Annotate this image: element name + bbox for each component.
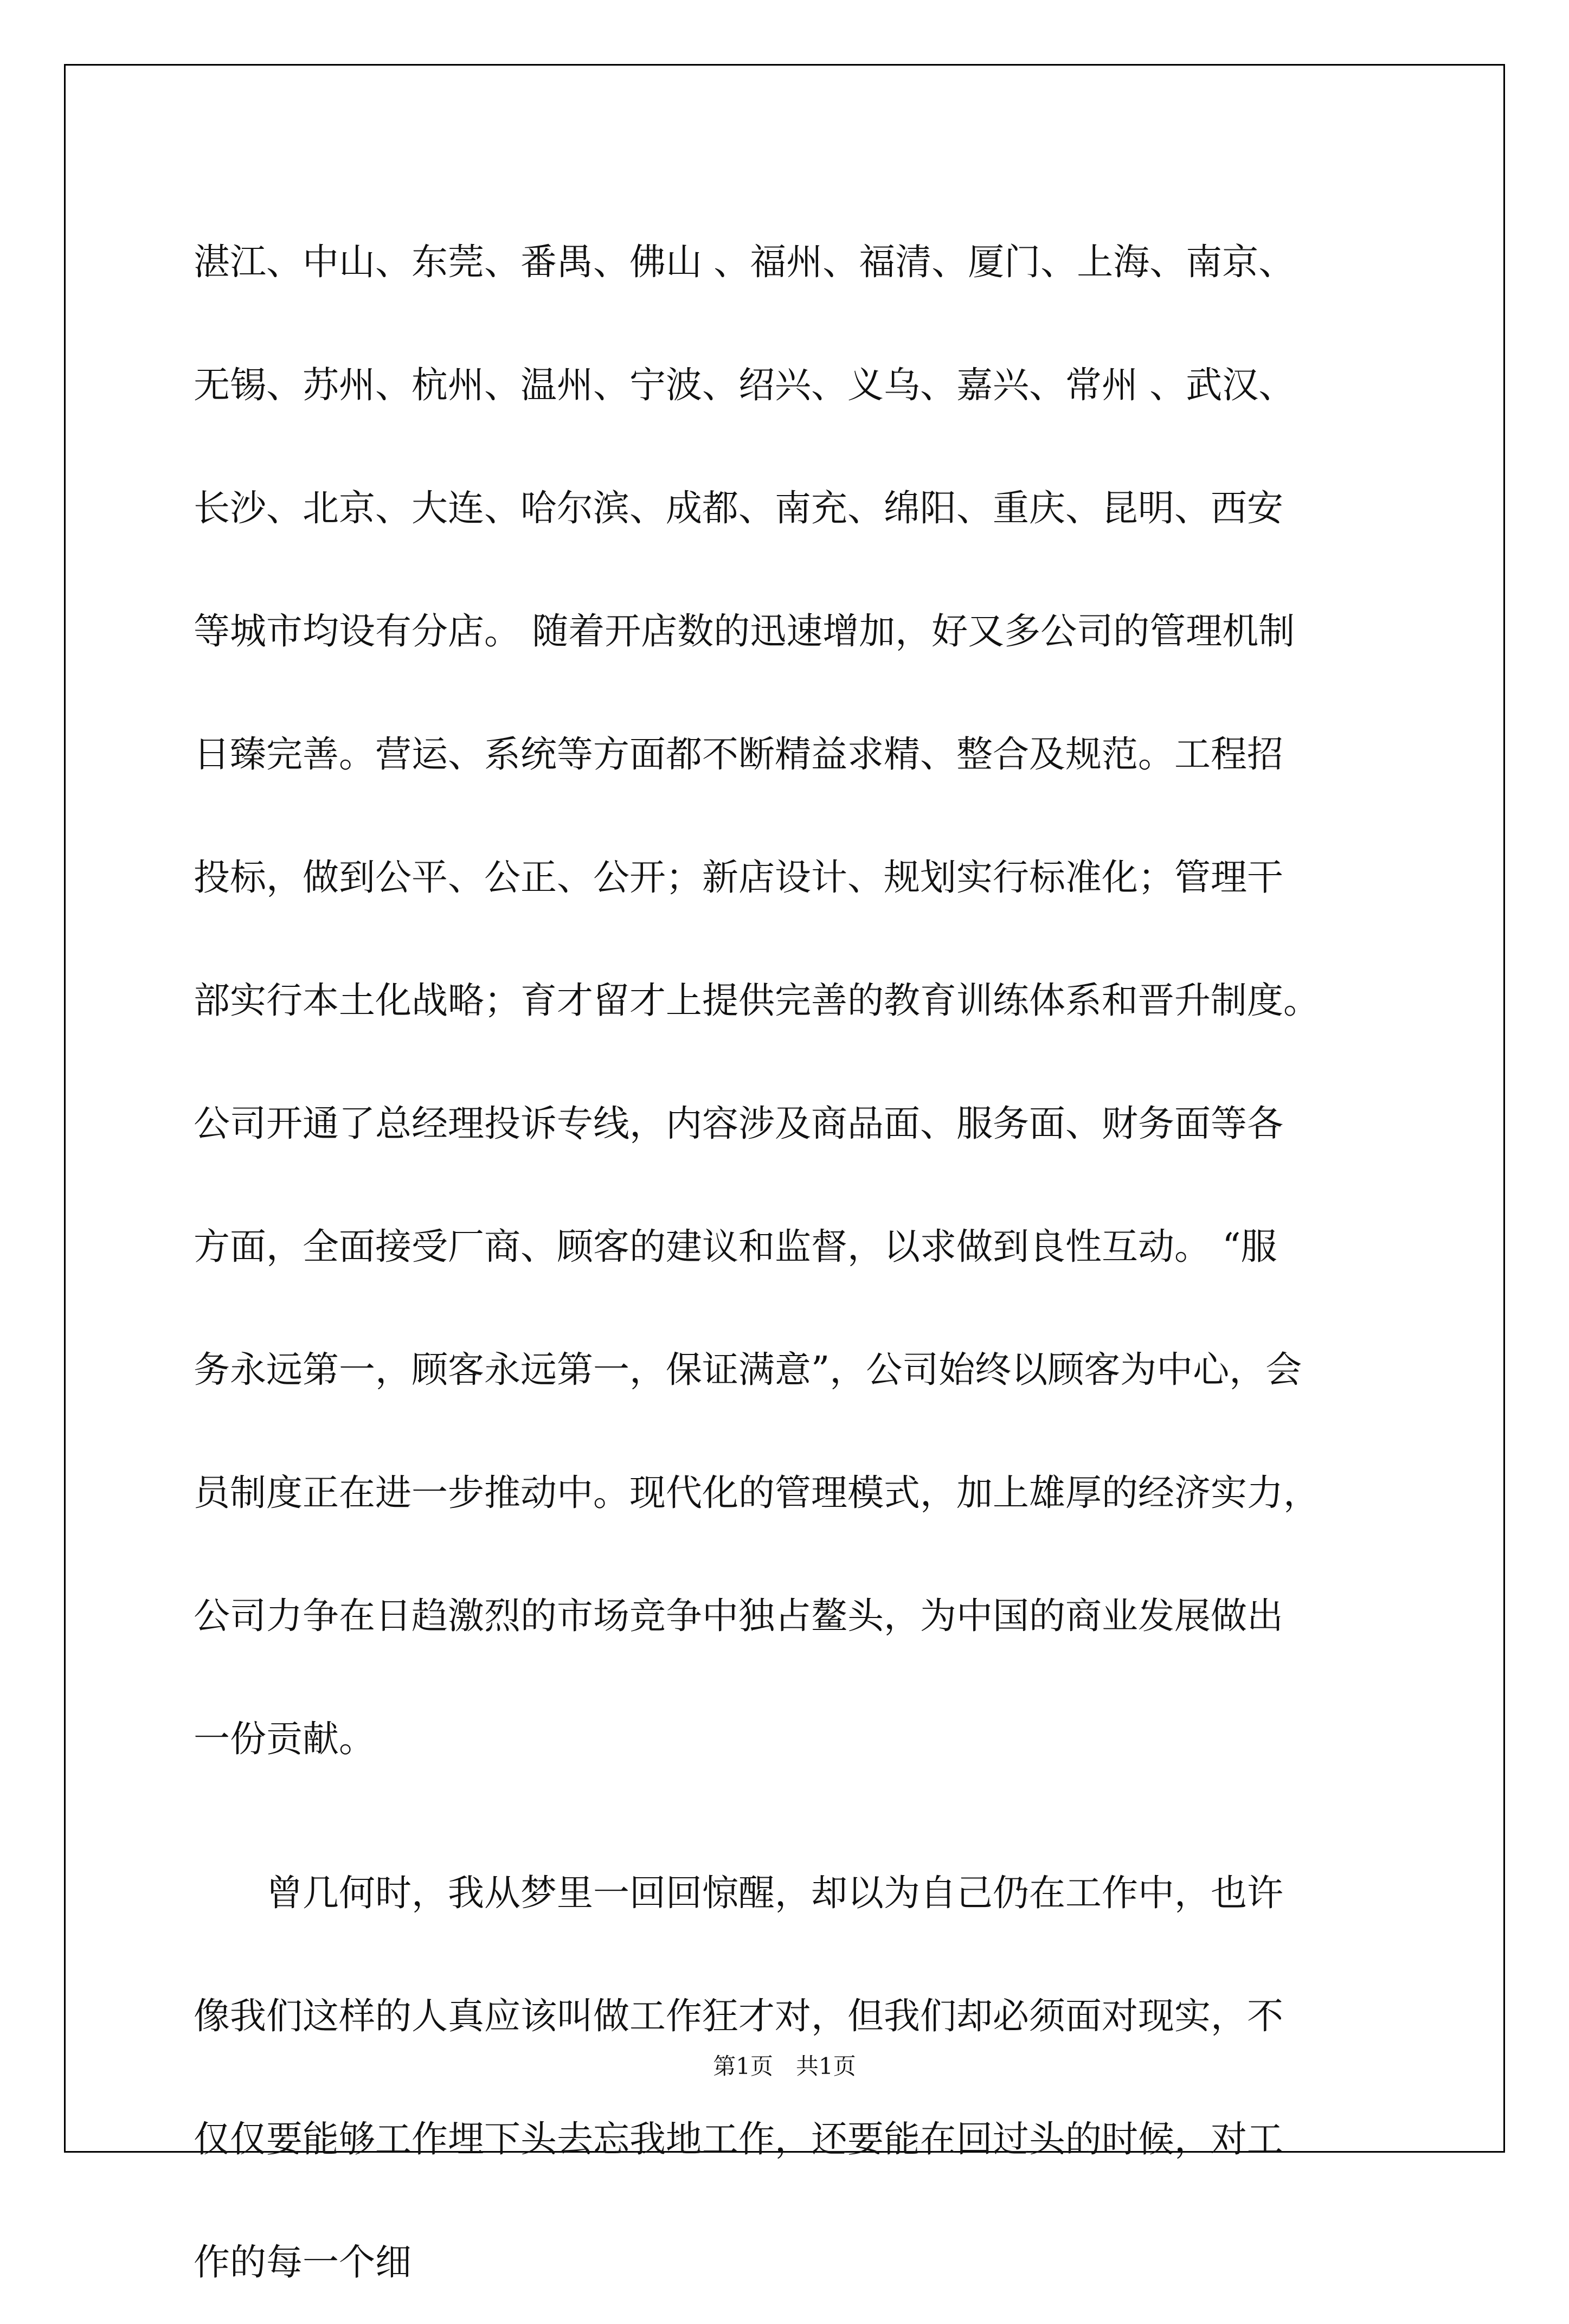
paragraph-2-line-4: 作的每一个细	[194, 2241, 411, 2283]
paragraph-1-line-3: 长沙、北京、大连、哈尔滨、成都、南充、绵阳、重庆、昆明、西安	[194, 487, 1283, 529]
document-body	[194, 201, 1378, 2324]
paragraph-1-line-6: 投标，做到公平、公正、公开；新店设计、规划实行标准化；管理干	[194, 856, 1283, 898]
paragraph-1-line-8: 公司开通了总经理投诉专线，内容涉及商品面、服务面、财务面等各	[194, 1102, 1283, 1145]
paragraph-1-line-5: 日臻完善。营运、系统等方面都不断精益求精、整合及规范。工程招	[194, 733, 1283, 775]
paragraph-1-line-11: 员制度正在进一步推动中。现代化的管理模式，加上雄厚的经济实力，	[194, 1472, 1320, 1514]
paragraph-1-line-10: 务永远第一，顾客永远第一，保证满意”，公司始终以顾客为中心，会	[194, 1349, 1302, 1391]
paragraph-1-line-1: 湛江、中山、东莞、番禺、佛山 、福州、福清、厦门、上海、南京、	[194, 241, 1295, 283]
paragraph-1-line-4: 等城市均设有分店。 随着开店数的迅速增加，好又多公司的管理机制	[194, 610, 1295, 652]
paragraph-2-line-3: 仅仅要能够工作埋下头去忘我地工作，还要能在回过头的时候，对工	[194, 2118, 1283, 2160]
paragraph-1-line-13: 一份贡献。	[194, 1718, 375, 1760]
paragraph-2-line-2: 像我们这样的人真应该叫做工作狂才对，但我们却必须面对现实，不	[194, 1995, 1283, 2037]
paragraph-1-line-9: 方面，全面接受厂商、顾客的建议和监督，以求做到良性互动。 “服	[194, 1225, 1277, 1268]
paragraph-1-line-12: 公司力争在日趋激烈的市场竞争中独占鳌头，为中国的商业发展做出	[194, 1595, 1283, 1637]
page-number-footer: 第1页 共1页	[713, 2053, 856, 2079]
paragraph-1-line-2: 无锡、苏州、杭州、温州、宁波、绍兴、义乌、嘉兴、常州 、武汉、	[194, 364, 1295, 406]
paragraph-2-line-1: 曾几何时，我从梦里一回回惊醒，却以为自己仍在工作中，也许	[266, 1872, 1283, 1914]
paragraph-1-line-7: 部实行本土化战略；育才留才上提供完善的教育训练体系和晋升制度。	[194, 979, 1320, 1022]
